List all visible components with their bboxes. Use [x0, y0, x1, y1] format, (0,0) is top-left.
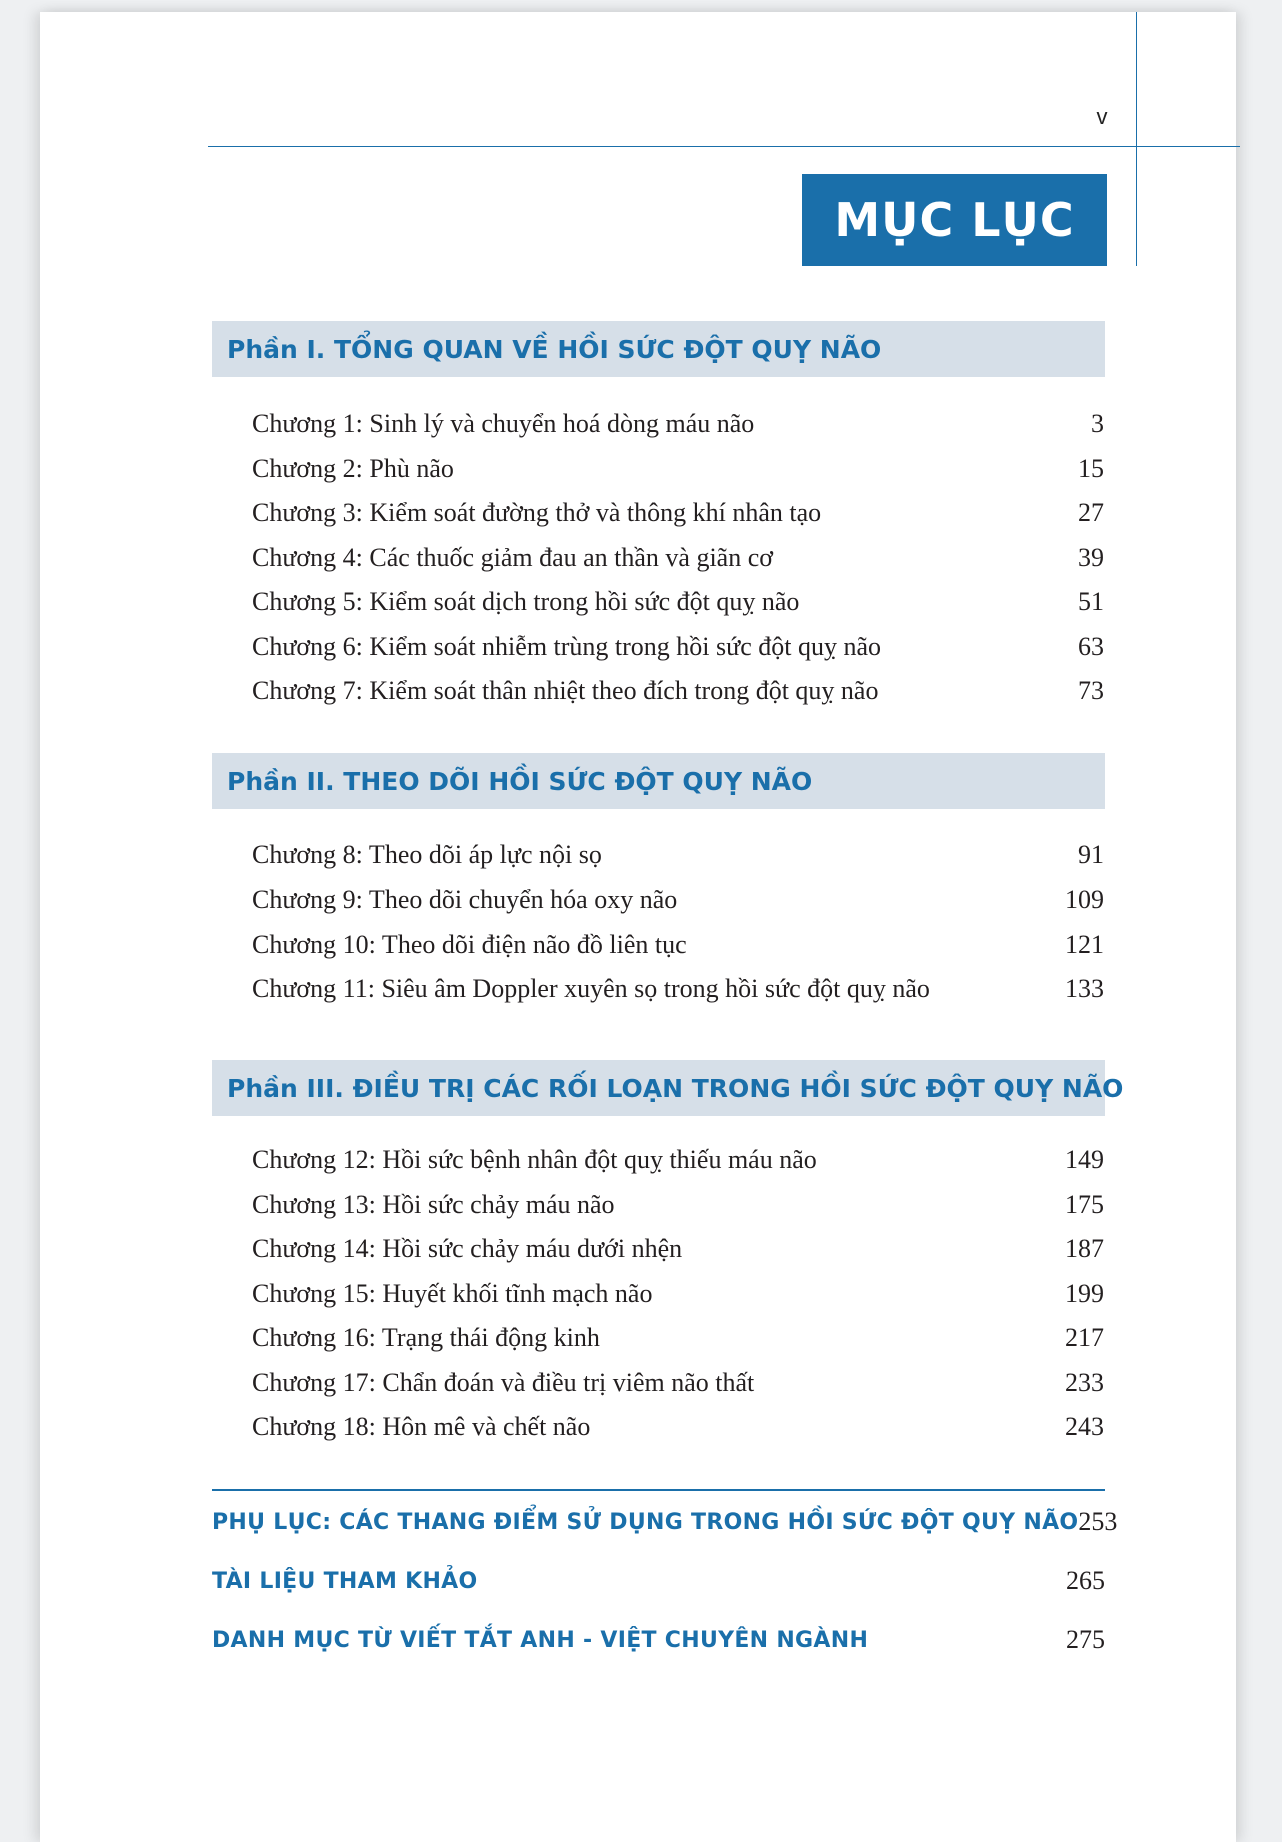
page-title: MỤC LỤC — [802, 174, 1107, 266]
chapter-title: Chương 3: Kiểm soát đường thở và thông khí nhân tạo — [252, 498, 822, 528]
chapter-title: Chương 11: Siêu âm Doppler xuyên sọ trong hồi sức đột quỵ não — [252, 974, 930, 1004]
chapter-title: Chương 13: Hồi sức chảy máu não — [252, 1189, 615, 1219]
appendix-rule — [212, 1489, 1105, 1491]
toc-entry[interactable] — [252, 536, 1104, 581]
appendix-entry-scales[interactable] — [212, 1504, 1118, 1540]
toc-entry[interactable] — [252, 447, 1104, 492]
toc-entry[interactable] — [252, 1227, 1104, 1272]
chapter-page: 73 — [1078, 676, 1104, 706]
chapter-title: Chương 4: Các thuốc giảm đau an thần và giãn cơ — [252, 542, 774, 572]
appendix-page: 265 — [1066, 1566, 1105, 1595]
toc-entry[interactable] — [252, 625, 1104, 670]
chapter-page: 109 — [1065, 885, 1104, 915]
appendix-label: PHỤ LỤC: CÁC THANG ĐIỂM SỬ DỤNG TRONG HỒI SỨC ĐỘT QUỴ NÃO — [212, 1509, 1079, 1535]
chapter-title: Chương 16: Trạng thái động kinh — [252, 1323, 600, 1353]
chapter-page: 243 — [1065, 1412, 1104, 1442]
margin-rule — [1136, 12, 1137, 266]
page-number: v — [1096, 104, 1108, 129]
chapter-title: Chương 6: Kiểm soát nhiễm trùng trong hồi sức đột quỵ não — [252, 631, 882, 661]
appendix-entry-abbreviations[interactable] — [212, 1622, 1105, 1658]
chapter-page: 187 — [1065, 1234, 1104, 1264]
toc-entry[interactable] — [252, 491, 1104, 536]
toc-entry[interactable] — [252, 833, 1104, 878]
toc-entry[interactable] — [252, 1138, 1104, 1183]
chapter-page: 91 — [1078, 840, 1104, 870]
chapter-page: 233 — [1065, 1367, 1104, 1397]
appendix-page: 275 — [1066, 1625, 1105, 1654]
chapter-page: 63 — [1078, 631, 1104, 661]
toc-entry[interactable] — [252, 1361, 1104, 1406]
part-heading-1: Phần I. TỔNG QUAN VỀ HỒI SỨC ĐỘT QUỴ NÃO — [212, 321, 1105, 377]
appendix-label: TÀI LIỆU THAM KHẢO — [212, 1568, 478, 1594]
toc-entry[interactable] — [252, 878, 1104, 923]
chapter-list-part-2 — [252, 833, 1104, 1012]
chapter-page: 27 — [1078, 498, 1104, 528]
chapter-page: 3 — [1091, 409, 1104, 439]
chapter-page: 51 — [1078, 587, 1104, 617]
part-heading-3: Phần III. ĐIỀU TRỊ CÁC RỐI LOẠN TRONG HỒI SỨC ĐỘT QUỴ NÃO — [212, 1060, 1105, 1116]
toc-entry[interactable] — [252, 580, 1104, 625]
appendix-label: DANH MỤC TỪ VIẾT TẮT ANH - VIỆT CHUYÊN NGÀNH — [212, 1627, 869, 1653]
chapter-list-part-1 — [252, 402, 1104, 714]
chapter-page: 39 — [1078, 542, 1104, 572]
chapter-title: Chương 7: Kiểm soát thân nhiệt theo đích trong đột quỵ não — [252, 676, 879, 706]
chapter-title: Chương 14: Hồi sức chảy máu dưới nhện — [252, 1234, 683, 1264]
toc-entry[interactable] — [252, 402, 1104, 447]
toc-entry[interactable] — [252, 1183, 1104, 1228]
chapter-page: 217 — [1065, 1323, 1104, 1353]
toc-entry[interactable] — [252, 922, 1104, 967]
appendix-page: 253 — [1078, 1507, 1118, 1536]
toc-entry[interactable] — [252, 1316, 1104, 1361]
chapter-page: 175 — [1065, 1189, 1104, 1219]
chapter-list-part-3 — [252, 1138, 1104, 1450]
chapter-title: Chương 15: Huyết khối tĩnh mạch não — [252, 1278, 653, 1308]
chapter-title: Chương 8: Theo dõi áp lực nội sọ — [252, 840, 602, 870]
header-rule — [208, 146, 1240, 147]
toc-entry[interactable] — [252, 1405, 1104, 1450]
chapter-title: Chương 12: Hồi sức bệnh nhân đột quỵ thiếu máu não — [252, 1145, 817, 1175]
toc-entry[interactable] — [252, 1272, 1104, 1317]
toc-entry[interactable] — [252, 669, 1104, 714]
chapter-page: 121 — [1065, 929, 1104, 959]
part-heading-2: Phần II. THEO DÕI HỒI SỨC ĐỘT QUỴ NÃO — [212, 753, 1105, 809]
chapter-page: 15 — [1078, 453, 1104, 483]
chapter-page: 199 — [1065, 1278, 1104, 1308]
chapter-title: Chương 5: Kiểm soát dịch trong hồi sức đột quỵ não — [252, 587, 800, 617]
chapter-page: 133 — [1065, 974, 1104, 1004]
chapter-page: 149 — [1065, 1145, 1104, 1175]
chapter-title: Chương 10: Theo dõi điện não đồ liên tục — [252, 929, 687, 959]
appendix-entry-references[interactable] — [212, 1563, 1105, 1599]
chapter-title: Chương 18: Hôn mê và chết não — [252, 1412, 591, 1442]
chapter-title: Chương 2: Phù não — [252, 453, 454, 483]
toc-entry[interactable] — [252, 967, 1104, 1012]
chapter-title: Chương 1: Sinh lý và chuyển hoá dòng máu não — [252, 409, 755, 439]
chapter-title: Chương 9: Theo dõi chuyển hóa oxy não — [252, 885, 678, 915]
chapter-title: Chương 17: Chẩn đoán và điều trị viêm não thất — [252, 1367, 755, 1397]
